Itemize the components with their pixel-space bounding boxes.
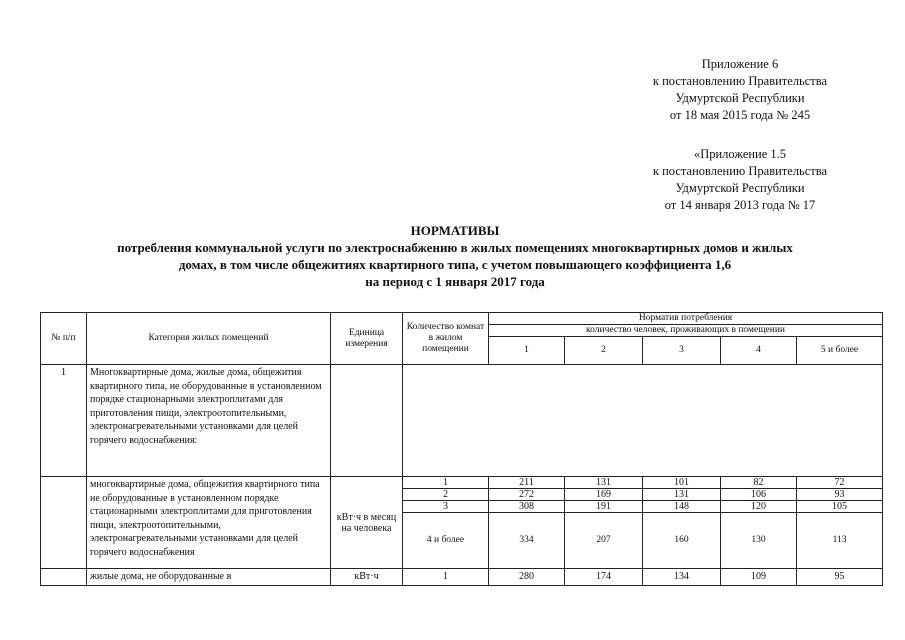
- empty-cell: [403, 365, 883, 477]
- value-cell: 160: [643, 513, 721, 569]
- header-col: 5 и более: [797, 337, 883, 365]
- value-cell: 95: [797, 569, 883, 586]
- header-line: к постановлению Правительства: [652, 74, 828, 88]
- unit-cell: кВт·ч в месяц на человека: [331, 477, 403, 569]
- header-unit: Единица измерения: [331, 313, 403, 365]
- header-line: от 18 мая 2015 года № 245: [669, 108, 811, 122]
- header-row: [41, 313, 883, 325]
- value-cell: 109: [721, 569, 797, 586]
- norms-table: [40, 312, 883, 586]
- value-cell: 82: [721, 477, 797, 489]
- rooms-cell: 1: [403, 569, 489, 586]
- empty-cell: [331, 365, 403, 477]
- value-cell: 113: [797, 513, 883, 569]
- value-cell: 131: [565, 477, 643, 489]
- appendix-6-header: [625, 56, 855, 124]
- value-cell: 308: [489, 501, 565, 513]
- header-col: 2: [565, 337, 643, 365]
- value-cell: 120: [721, 501, 797, 513]
- header-line: от 14 января 2013 года № 17: [664, 198, 816, 212]
- empty-cell: [41, 569, 87, 586]
- title-heading: НОРМАТИВЫ: [410, 223, 500, 238]
- value-cell: 134: [643, 569, 721, 586]
- rooms-cell: 1: [403, 477, 489, 489]
- table-row: [41, 569, 883, 586]
- rooms-cell: 4 и более: [403, 513, 489, 569]
- table-row: [41, 477, 883, 489]
- value-cell: 174: [565, 569, 643, 586]
- value-cell: 211: [489, 477, 565, 489]
- section-row: [41, 365, 883, 477]
- header-norm: Норматив потребления: [489, 313, 883, 325]
- value-cell: 130: [721, 513, 797, 569]
- header-col: 3: [643, 337, 721, 365]
- value-cell: 280: [489, 569, 565, 586]
- value-cell: 101: [643, 477, 721, 489]
- empty-cell: [41, 477, 87, 569]
- appendix-1-5-header: [625, 146, 855, 214]
- value-cell: 72: [797, 477, 883, 489]
- header-category: Категория жилых помещений: [87, 313, 331, 365]
- rooms-cell: 3: [403, 501, 489, 513]
- header-line: Приложение 6: [701, 57, 779, 71]
- header-col: 1: [489, 337, 565, 365]
- header-rooms: Количество комнат в жилом помещении: [403, 313, 489, 365]
- header-line: к постановлению Правительства: [652, 164, 828, 178]
- value-cell: 106: [721, 489, 797, 501]
- rooms-cell: 2: [403, 489, 489, 501]
- row-number: 1: [41, 365, 87, 477]
- value-cell: 93: [797, 489, 883, 501]
- category-cell: многоквартирные дома, общежития квартирного типа не оборудованные в установленном порядке стационарными электроплитами для приготовления пищи, электроотопительными, электронагревательными установками для целей горячего водоснабжения: [87, 477, 331, 569]
- header-col: 4: [721, 337, 797, 365]
- title-line: на период с 1 января 2017 года: [365, 274, 545, 289]
- value-cell: 131: [643, 489, 721, 501]
- document-title: [40, 222, 870, 290]
- value-cell: 191: [565, 501, 643, 513]
- header-num: № п/п: [41, 313, 87, 365]
- title-line: потребления коммунальной услуги по электроснабжению в жилых помещениях многоквартирных домов и жилых: [117, 240, 793, 255]
- value-cell: 105: [797, 501, 883, 513]
- value-cell: 207: [565, 513, 643, 569]
- header-line: Удмуртской Республики: [675, 91, 805, 105]
- value-cell: 272: [489, 489, 565, 501]
- unit-cell: кВт·ч: [331, 569, 403, 586]
- title-line: домах, в том числе общежитиях квартирного типа, с учетом повышающего коэффициента 1,6: [178, 257, 732, 272]
- category-cell: жилые дома, не оборудованные в: [87, 569, 331, 586]
- value-cell: 148: [643, 501, 721, 513]
- header-people: количество человек, проживающих в помещении: [489, 325, 883, 337]
- header-line: «Приложение 1.5: [693, 147, 787, 161]
- header-line: Удмуртской Республики: [675, 181, 805, 195]
- value-cell: 334: [489, 513, 565, 569]
- category-cell: Многоквартирные дома, жилые дома, общежития квартирного типа, не оборудованные в установленном порядке стационарными электроплитами для приготовления пищи, электроотопительными, электронагревательными установками для целей горячего водоснабжения:: [87, 365, 331, 477]
- value-cell: 169: [565, 489, 643, 501]
